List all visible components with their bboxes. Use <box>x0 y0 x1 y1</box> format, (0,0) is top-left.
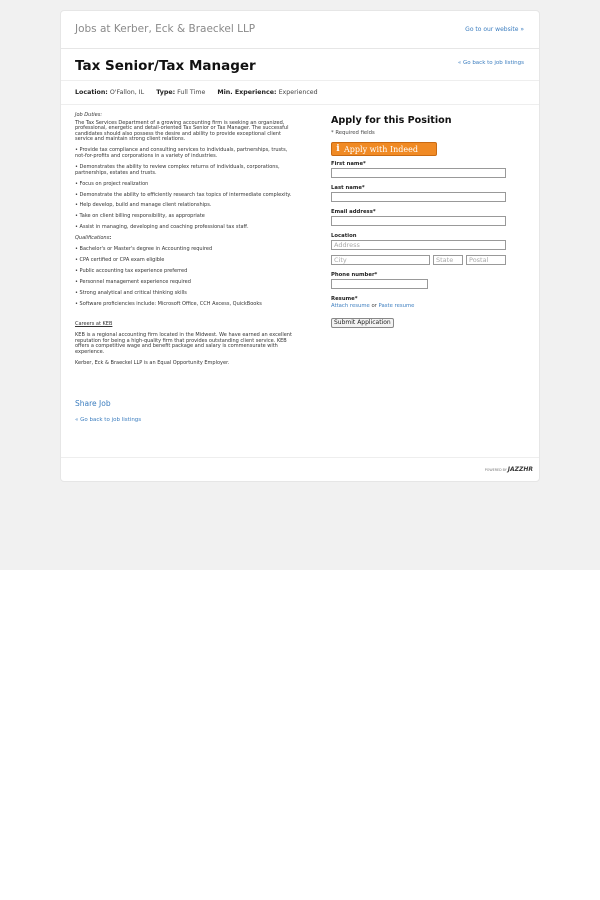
first-name-input[interactable] <box>331 168 506 178</box>
last-name-input[interactable] <box>331 192 506 202</box>
qualifications-heading-text: Qualifications <box>75 235 110 242</box>
apply-with-indeed-button[interactable] <box>331 142 437 156</box>
experience-value: Experienced <box>278 89 318 96</box>
duties-heading: Job Duties: <box>75 112 103 118</box>
state-input[interactable]: State <box>433 255 463 265</box>
qualification-item: • Public accounting tax experience preferred <box>75 268 188 275</box>
duty-item: • Focus on project realization <box>75 180 149 187</box>
indeed-icon: i <box>336 144 340 154</box>
location-label: Location: <box>75 89 108 96</box>
share-job-link[interactable]: Share Job <box>75 399 111 408</box>
back-to-listings-link-bottom[interactable]: « Go back to job listings <box>75 417 142 423</box>
job-title: Tax Senior/Tax Manager <box>75 58 256 74</box>
header <box>61 11 539 49</box>
company-title: Jobs at Kerber, Eck & Braeckel LLP <box>75 23 256 35</box>
location-field-label: Location <box>331 233 357 239</box>
experience-label: Min. Experience: <box>217 89 277 96</box>
footer-divider <box>61 457 539 458</box>
resume-options <box>331 303 511 309</box>
job-description <box>75 113 297 372</box>
apply-heading: Apply for this Position <box>331 115 452 126</box>
paste-resume-link[interactable]: Paste resume <box>378 303 415 309</box>
duty-item: • Assist in managing, developing and coaching professional tax staff. <box>75 224 249 231</box>
careers-paragraph: KEB is a regional accounting firm located in the Midwest. We have earned an excellent reputation for being a high-quality firm that provides outstanding client service. KEB offers a competitive wage and benefit package and salary is commensurate with experience. <box>75 331 292 355</box>
duty-item: • Demonstrates the ability to review complex returns of individuals, corporations, partnerships, estates and trusts. <box>75 163 280 176</box>
duty-item: • Demonstrate the ability to efficiently research tax topics of intermediate complexity. <box>75 191 292 198</box>
first-name-label: First name* <box>331 161 366 167</box>
address-input[interactable]: Address <box>331 240 506 250</box>
divider <box>61 80 539 81</box>
powered-by-text: POWERED BY <box>484 467 507 472</box>
duty-item: • Help develop, build and manage client relationships. <box>75 202 212 209</box>
job-card <box>60 10 540 482</box>
resume-label: Resume* <box>331 296 358 302</box>
eeo-statement: Kerber, Eck & Braeckel LLP is an Equal Opportunity Employer. <box>75 359 230 366</box>
duty-item: • Provide tax compliance and consulting services to individuals, partnerships, trusts, not-for-profits and corporations in a variety of industries. <box>75 147 288 159</box>
indeed-button-label: Apply with Indeed <box>344 144 418 154</box>
qualification-item: • Personnel management experience required <box>75 279 191 286</box>
jazzhr-brand: JAZZHR <box>507 466 533 473</box>
submit-application-button[interactable]: Submit Application <box>331 318 394 328</box>
or-text: or <box>371 303 377 309</box>
type-value: Full Time <box>177 89 206 96</box>
application-form <box>331 115 511 328</box>
attach-resume-link[interactable]: Attach resume <box>331 303 370 309</box>
email-label: Email address* <box>331 209 376 215</box>
qualifications-heading: Qualifications: <box>75 235 112 242</box>
job-meta <box>75 89 318 96</box>
phone-input[interactable] <box>331 279 428 289</box>
required-note: * Required fields <box>331 130 375 136</box>
location-value: O'Fallon, IL <box>109 89 145 96</box>
last-name-label: Last name* <box>331 185 365 191</box>
qualification-item: • Bachelor's or Master's degree in Accounting required <box>75 246 213 253</box>
email-input[interactable] <box>331 216 506 226</box>
divider <box>61 104 539 105</box>
type-label: Type: <box>156 89 176 96</box>
qualification-item: • CPA certified or CPA exam eligible <box>75 257 165 264</box>
qualification-item: • Strong analytical and critical thinking skills <box>75 290 187 297</box>
postal-input[interactable]: Postal <box>466 255 506 265</box>
city-input[interactable]: City <box>331 255 430 265</box>
powered-by-logo[interactable] <box>485 466 533 473</box>
website-link[interactable]: Go to our website » <box>465 26 524 33</box>
phone-label: Phone number* <box>331 272 378 278</box>
intro-paragraph: The Tax Services Department of a growing accounting firm is seeking an organized, professional, energetic and detail-oriented Tax Senior or Tax Manager. The successful candidates should also possess the desire and ability to provide exceptional client service and maintain strong client relations. <box>75 119 289 143</box>
qualification-item: • Software proficiencies include: Microsoft Office, CCH Axcess, QuickBooks <box>75 301 262 308</box>
careers-heading: Careers at KEB <box>75 320 113 327</box>
back-to-listings-link-top[interactable]: « Go back to job listings <box>457 60 524 66</box>
duty-item: • Take on client billing responsibility, as appropriate <box>75 213 205 220</box>
